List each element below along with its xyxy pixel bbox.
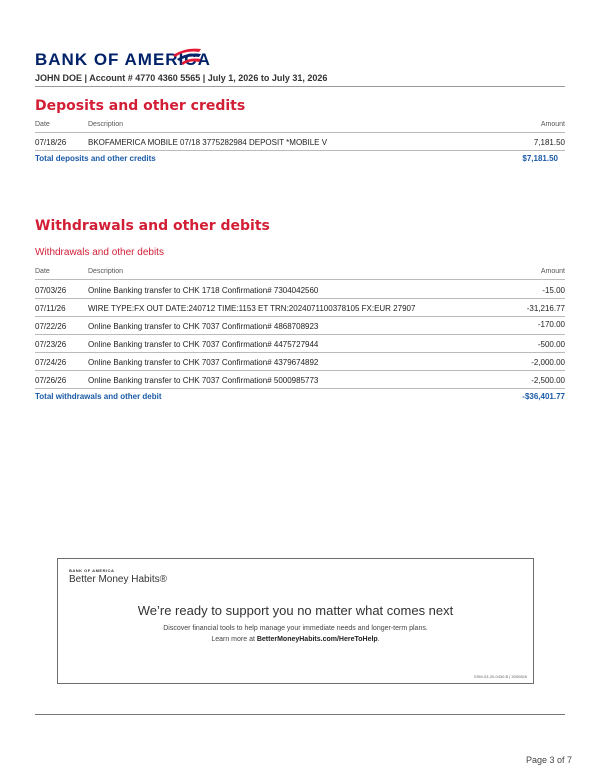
- promo-code: SSM-03-20-0430.B | 3050826: [473, 674, 527, 679]
- withdrawal-row-divider: [35, 298, 565, 299]
- promo-brand: Better Money Habits®: [69, 574, 167, 585]
- withdrawal-row-date: 07/22/26: [35, 322, 67, 331]
- withdrawal-row-date: 07/03/26: [35, 286, 67, 295]
- account-info-line: JOHN DOE | Account # 4770 4360 5565 | July 1, 2026 to July 31, 2026: [35, 73, 328, 83]
- withdrawal-row-description: Online Banking transfer to CHK 1718 Confirmation# 7304042560: [88, 286, 319, 295]
- promo-box: [57, 558, 534, 684]
- header-divider: [35, 86, 565, 87]
- deposits-col-date: Date: [35, 121, 50, 128]
- deposit-row-amount: 7,181.50: [533, 138, 565, 147]
- withdrawal-row-divider: [35, 370, 565, 371]
- withdrawals-section-title: Withdrawals and other debits: [35, 218, 270, 234]
- promo-headline: We’re ready to support you no matter what comes next: [137, 603, 454, 618]
- withdrawals-subtitle: Withdrawals and other debits: [35, 247, 164, 258]
- withdrawal-row-date: 07/23/26: [35, 340, 67, 349]
- withdrawal-row-amount: -2,500.00: [531, 376, 565, 385]
- deposits-col-amount: Amount: [540, 121, 565, 128]
- deposits-row-divider: [35, 150, 565, 151]
- promo-line-2-prefix: Learn more at: [211, 636, 257, 643]
- withdrawal-row-date: 07/24/26: [35, 358, 67, 367]
- footer-divider: [35, 714, 565, 715]
- promo-line-2: [58, 636, 533, 643]
- promo-small-brand: BANK OF AMERICA: [69, 568, 115, 573]
- withdrawals-col-date: Date: [35, 268, 50, 275]
- withdrawal-row-divider: [35, 388, 565, 389]
- withdrawal-row-description: Online Banking transfer to CHK 7037 Confirmation# 4379674892: [88, 358, 319, 367]
- withdrawal-row-amount: -2,000.00: [531, 358, 565, 367]
- promo-link[interactable]: BetterMoneyHabits.com/HereToHelp: [256, 636, 378, 643]
- withdrawal-row-amount: -31,216.77: [526, 304, 565, 313]
- withdrawal-row-amount: -500.00: [537, 340, 565, 349]
- bank-flag-icon: [171, 47, 203, 67]
- withdrawal-row-divider: [35, 316, 565, 317]
- withdrawal-row-description: Online Banking transfer to CHK 7037 Confirmation# 5000985773: [88, 376, 319, 385]
- withdrawal-row-description: WIRE TYPE:FX OUT DATE:240712 TIME:1153 ET TRN:2024071100378105 FX:EUR 27907: [88, 304, 416, 313]
- deposit-row-date: 07/18/26: [35, 138, 67, 147]
- deposits-total-label: Total deposits and other credits: [35, 154, 156, 163]
- withdrawals-total-label: Total withdrawals and other debit: [35, 392, 162, 401]
- deposits-total-value: $7,181.50: [522, 154, 558, 163]
- promo-line-2-suffix: .: [377, 636, 380, 643]
- withdrawal-row-description: Online Banking transfer to CHK 7037 Confirmation# 4868708923: [88, 322, 319, 331]
- deposits-head-divider: [35, 132, 565, 133]
- deposits-section-title: Deposits and other credits: [35, 98, 246, 114]
- deposits-col-description: Description: [88, 121, 124, 128]
- bank-logo-text: BANK OF AMERICA: [35, 50, 211, 69]
- withdrawals-col-description: Description: [88, 268, 124, 275]
- promo-line-1: Discover financial tools to help manage your immediate needs and longer-term plans.: [163, 625, 428, 632]
- withdrawal-row-date: 07/11/26: [35, 304, 66, 313]
- withdrawal-row-date: 07/26/26: [35, 376, 67, 385]
- withdrawal-row-amount: -170.00: [537, 320, 565, 329]
- withdrawals-head-divider: [35, 279, 565, 280]
- withdrawals-col-amount: Amount: [540, 268, 565, 275]
- withdrawal-row-description: Online Banking transfer to CHK 7037 Confirmation# 4475727944: [88, 340, 319, 349]
- page-number: Page 3 of 7: [525, 755, 572, 765]
- withdrawal-row-divider: [35, 352, 565, 353]
- deposit-row-description: BKOFAMERICA MOBILE 07/18 3775282984 DEPOSIT *MOBILE V: [88, 138, 328, 147]
- withdrawal-row-amount: -15.00: [542, 286, 565, 295]
- withdrawals-total-value: -$36,401.77: [522, 392, 565, 401]
- withdrawal-row-divider: [35, 334, 565, 335]
